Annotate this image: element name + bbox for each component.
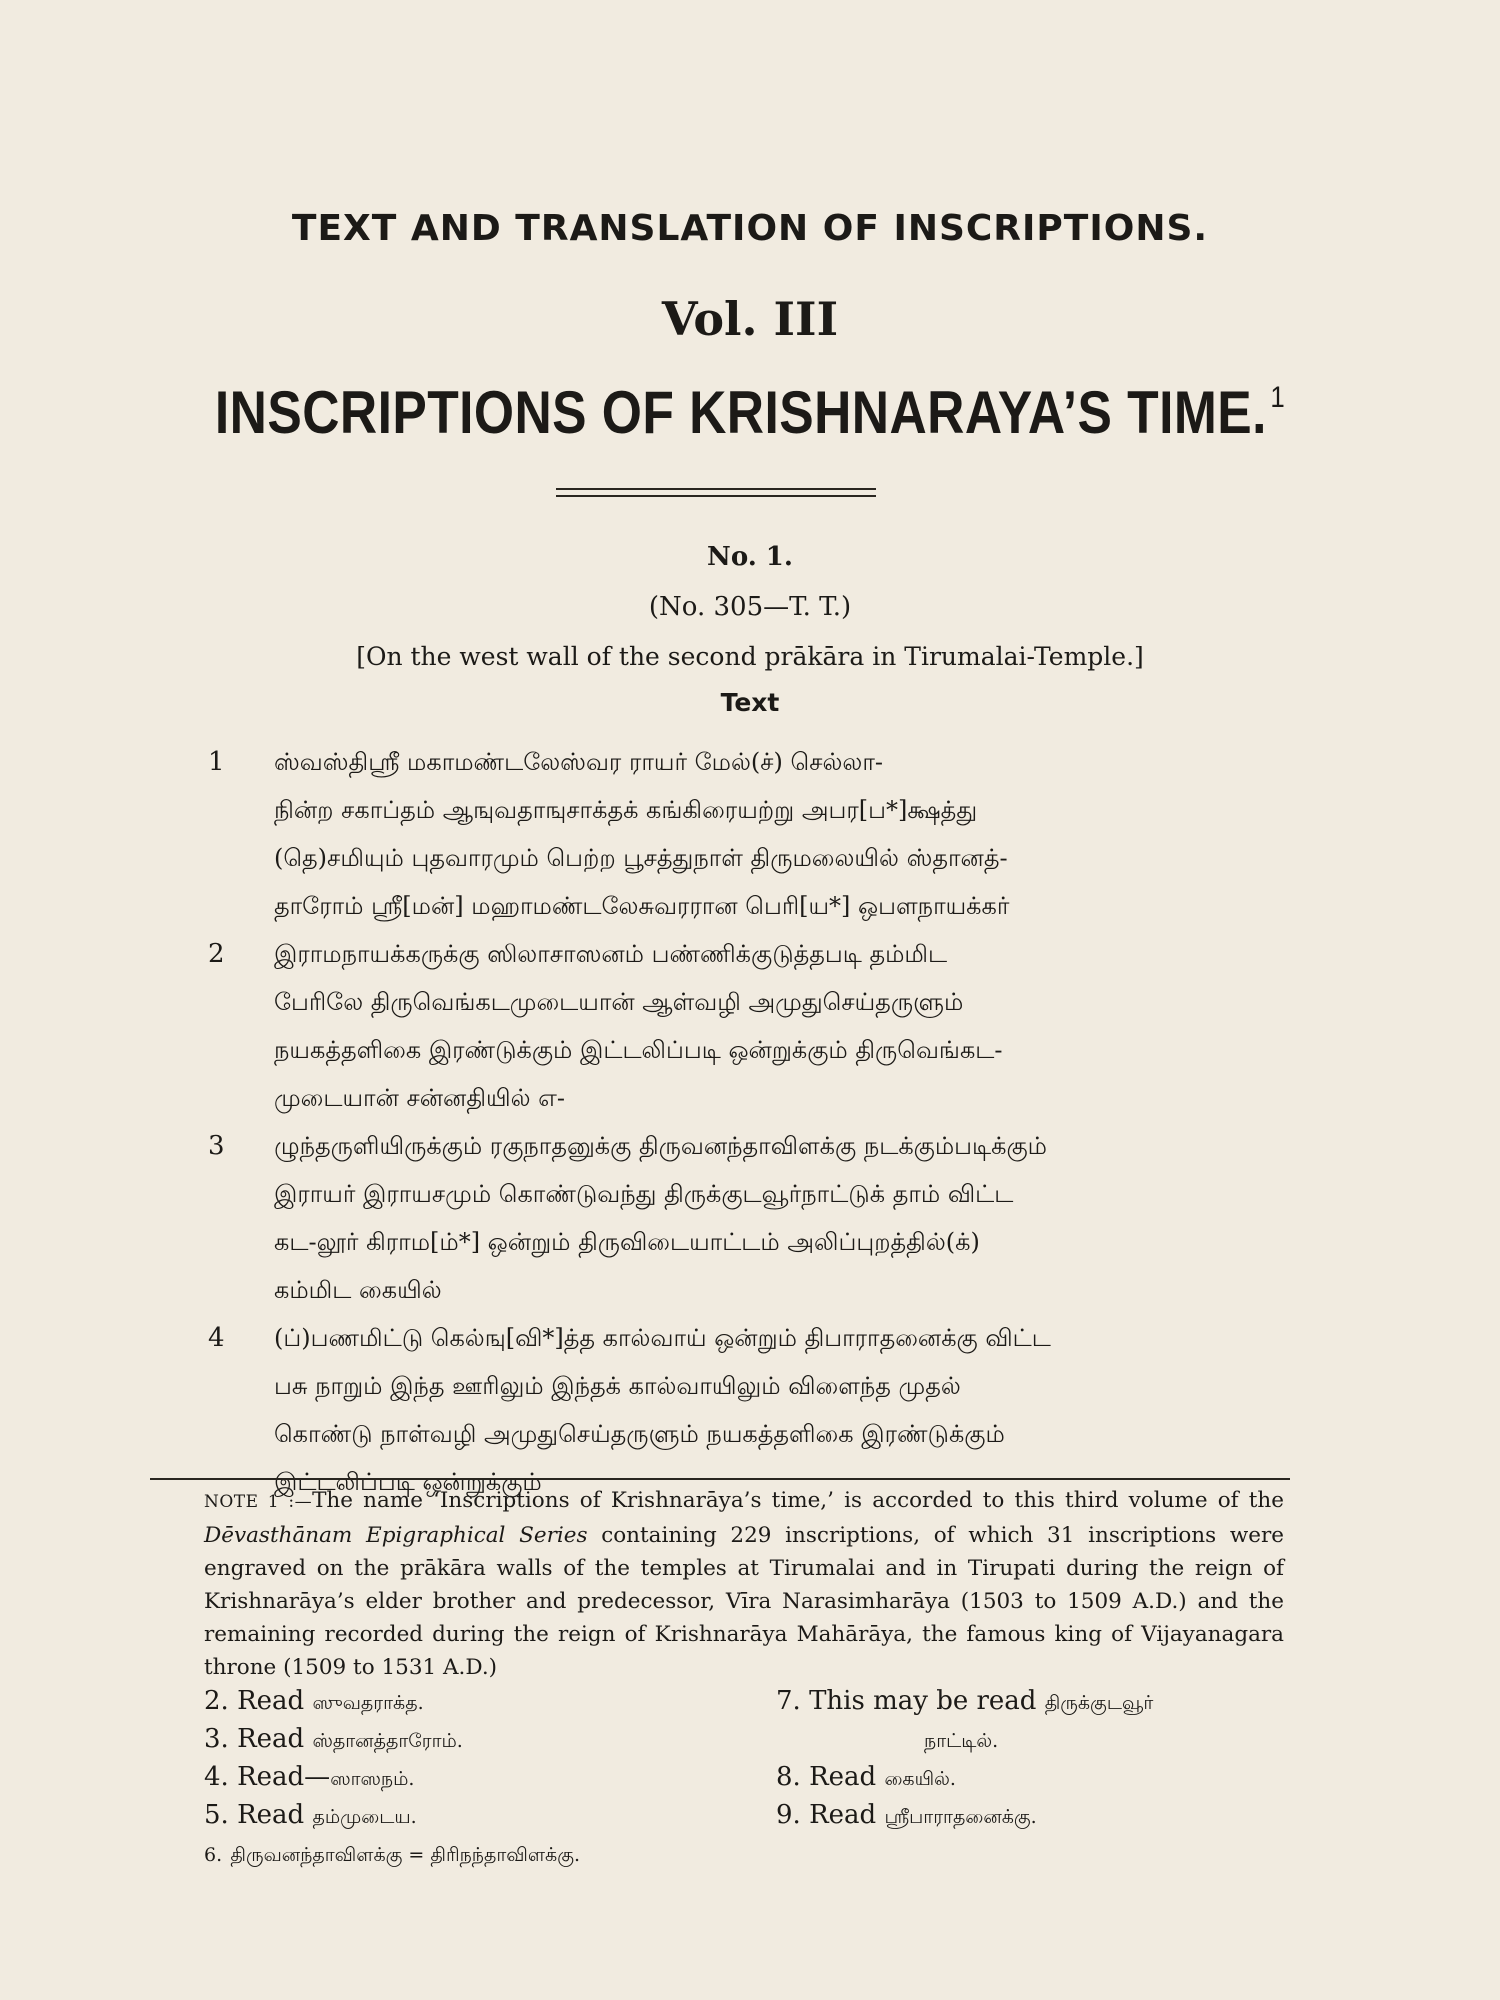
note-series-title: Dēvasthānam Epigraphical Series: [204, 1523, 588, 1548]
note-text-2: containing 229 inscriptions, of which 31 inscriptions were engraved on the prākāra walls of the temples at Tirumalai and in Tirupati during the reign of Krishnarāya’s elder brother and predecessor, Vīra Narasimharāya (1503 to 1509 A.D.) and the remaining recorded during the reign of Krishnarāya Mahārāya, the famous king of Vijayanagara throne (1509 to 1531 A.D.): [204, 1523, 1284, 1680]
reading-tamil: கையில்.: [884, 1768, 956, 1790]
title-footnote-marker: 1: [1270, 381, 1286, 414]
line-text: இராமநாயக்கருக்கு ஸிலாசாஸனம் பண்ணிக்குடுத்தபடி தம்மிட: [274, 940, 948, 968]
note-text-1: The name ‘Inscriptions of Krishnarāya’s time,’ is accorded to this third volume of the: [312, 1488, 1284, 1513]
reading-num: 6.: [204, 1844, 223, 1866]
text-line: [208, 738, 1288, 786]
series-heading: TEXT AND TRANSLATION OF INSCRIPTIONS.: [291, 208, 1209, 249]
reading-label: Read: [237, 1724, 305, 1754]
line-text: (ப்)பணமிட்டு கெல்ஙு[வி*]த்த கால்வாய் ஒன்றும் திபாராதனைக்கு விட்ட: [274, 1324, 1051, 1352]
inscription-text: [208, 738, 1288, 1506]
line-text: (தெ)சமியும் புதவாரமும் பெற்ற பூசத்துநாள் திருமலையில் ஸ்தானத்-: [274, 844, 1008, 872]
reading-note: [776, 1762, 956, 1793]
line-text: இராயர் இராயசமும் கொண்டுவந்து திருக்குடவூர்நாட்டுக் தாம் விட்ட: [274, 1180, 1014, 1208]
text-line: [208, 1026, 1288, 1074]
note-lead: NOTE 1 :—: [204, 1492, 313, 1512]
reading-tamil: ஸ்ரீபாராதனைக்கு.: [884, 1806, 1037, 1828]
footnote-rule: [150, 1478, 1290, 1480]
reading-tamil: ஸாஸநம்.: [330, 1768, 415, 1790]
register-number: (No. 305—T. T.): [648, 592, 852, 622]
text-line: [208, 882, 1288, 930]
reading-note: [204, 1724, 463, 1755]
text-line: [208, 1074, 1288, 1122]
reading-label: Read—: [237, 1762, 331, 1792]
line-text: நின்ற சகாப்தம் ஆஙுவதாஙுசாக்தக் கங்கிரையற்று அபர[ப*]க்ஷத்து: [274, 796, 978, 824]
line-text: ழுந்தருளியிருக்கும் ரகுநாதனுக்கு திருவனந்தாவிளக்கு நடக்கும்படிக்கும்: [274, 1132, 1047, 1160]
line-text: கம்மிட கையில்: [274, 1276, 442, 1304]
main-title: [105, 378, 1395, 447]
title-rule-upper: [556, 488, 876, 490]
line-text: கொண்டு நாள்வழி அமுதுசெய்தருளும் நயகத்தளிகை இரண்டுக்கும்: [274, 1420, 1005, 1448]
reading-tamil: ஸுவதராக்த.: [312, 1692, 424, 1714]
text-line: [208, 1122, 1288, 1170]
reading-label: Read: [237, 1800, 305, 1830]
line-number: 2: [208, 939, 225, 969]
main-title-text: INSCRIPTIONS OF KRISHNARAYA’S TIME.: [214, 379, 1267, 446]
line-text: பேரிலே திருவெங்கடமுடையான் ஆள்வழி அமுதுசெய்தருளும்: [274, 988, 964, 1016]
reading-note: [204, 1762, 414, 1793]
line-text: தாரோம் ஸ்ரீ[மன்] மஹாமண்டலேசுவரரான பெரி[ய*] ஒபளநாயக்கர்: [274, 892, 1010, 920]
reading-label: This may be read: [809, 1686, 1037, 1716]
reading-num: 8.: [776, 1762, 801, 1792]
text-line: [208, 978, 1288, 1026]
footnote-1: [204, 1484, 1284, 1684]
text-line: [208, 930, 1288, 978]
reading-tamil: திருக்குடவூர்: [1044, 1692, 1154, 1714]
reading-label: Read: [237, 1686, 305, 1716]
text-line: [208, 834, 1288, 882]
line-number: 3: [208, 1131, 225, 1161]
inscription-location: [On the west wall of the second prākāra in Tirumalai-Temple.]: [356, 642, 1144, 671]
reading-num: 4.: [204, 1762, 229, 1792]
text-line: [208, 1410, 1288, 1458]
reading-note-continued: [924, 1724, 998, 1755]
reading-num: 2.: [204, 1686, 229, 1716]
line-text: முடையான் சன்னதியில் எ-: [274, 1084, 565, 1112]
text-line: [208, 1362, 1288, 1410]
line-text: ஸ்வஸ்திஸ்ரீ மகாமண்டலேஸ்வர ராயர் மேல்(ச்) செல்லா-: [274, 748, 883, 776]
reading-num: 9.: [776, 1800, 801, 1830]
line-text: நயகத்தளிகை இரண்டுக்கும் இட்டலிப்படி ஒன்றுக்கும் திருவெங்கட-: [274, 1036, 1003, 1064]
reading-label: Read: [809, 1800, 877, 1830]
text-line: [208, 1266, 1288, 1314]
reading-num: 7.: [776, 1686, 801, 1716]
reading-num: 5.: [204, 1800, 229, 1830]
reading-tamil: நாட்டில்.: [924, 1730, 999, 1752]
title-rule-lower: [556, 495, 876, 497]
reading-note: [204, 1800, 417, 1831]
reading-num: 3.: [204, 1724, 229, 1754]
reading-tamil: ஸ்தானத்தாரோம்.: [312, 1730, 463, 1752]
text-line: [208, 1218, 1288, 1266]
reading-note: [204, 1838, 580, 1869]
line-text: கட-லூர் கிராம[ம்*] ஒன்றும் திருவிடையாட்டம் அலிப்புறத்தில்(க்): [274, 1228, 980, 1256]
text-line: [208, 1170, 1288, 1218]
line-text: பசு நாறும் இந்த ஊரிலும் இந்தக் கால்வாயிலும் விளைந்த முதல்: [274, 1372, 961, 1400]
reading-note: [776, 1800, 1037, 1831]
reading-note: [776, 1686, 1153, 1717]
reading-label: Read: [809, 1762, 877, 1792]
line-number: 1: [208, 747, 225, 777]
reading-tamil: திருவனந்தாவிளக்கு = திரிநந்தாவிளக்கு.: [230, 1844, 581, 1866]
reading-note: [204, 1686, 424, 1717]
line-number: 4: [208, 1323, 225, 1353]
text-line: [208, 1314, 1288, 1362]
text-line: [208, 786, 1288, 834]
reading-tamil: தம்முடைய.: [312, 1806, 417, 1828]
inscription-number: No. 1.: [707, 542, 793, 572]
line-text: இட்டலிப்படி ஒன்றுக்கும்: [274, 1468, 542, 1496]
volume-heading: Vol. III: [661, 292, 839, 346]
text-section-label: Text: [720, 688, 780, 717]
